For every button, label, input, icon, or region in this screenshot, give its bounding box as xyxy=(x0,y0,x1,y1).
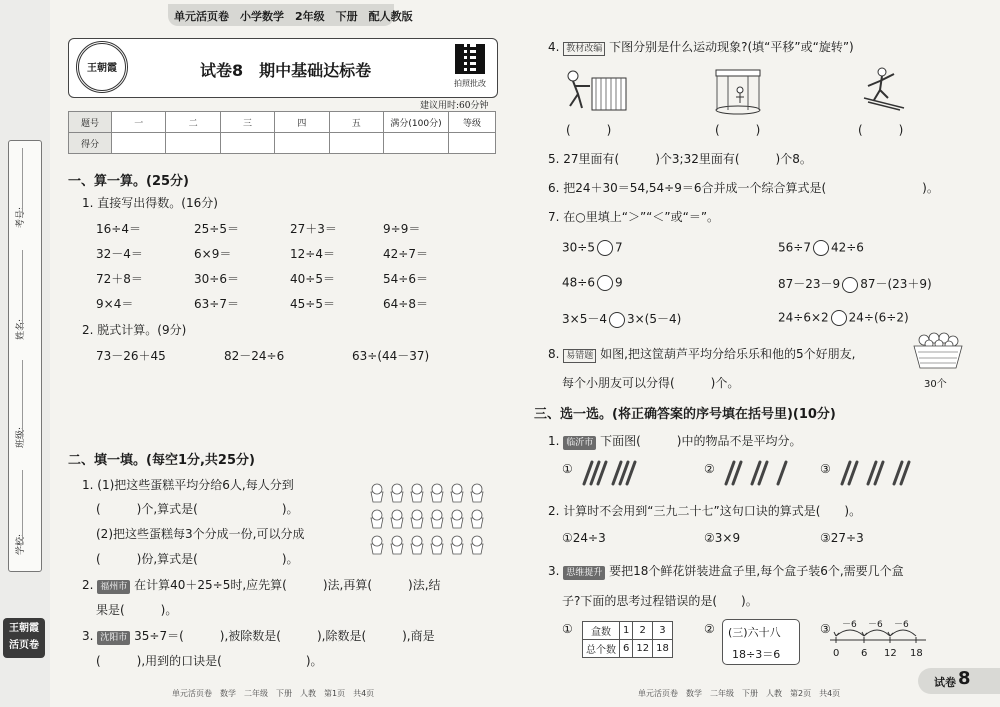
step-calc: 63÷(44－37) xyxy=(352,349,430,363)
field-name[interactable] xyxy=(22,250,23,330)
table-cell: 12 xyxy=(633,640,653,658)
cake-icon xyxy=(391,536,403,554)
label-name: 姓名: xyxy=(16,318,26,340)
tick-label: 0 xyxy=(833,648,840,659)
cake-icon xyxy=(411,536,423,554)
choice-q1: 1. 临沂市 下面图( )中的物品不是平均分。 xyxy=(548,434,802,448)
box-count-table xyxy=(582,621,673,658)
oral-calc: 40÷5＝ xyxy=(290,272,335,286)
oral-calc: 32－4＝ xyxy=(96,247,143,261)
brand-logo: 王朝霞 xyxy=(76,41,128,93)
fill-q3-line1: 3. 沈阳市 35÷7＝( ),被除数是( ),除数是( ),商是 xyxy=(82,629,435,643)
top-banner-text: 单元活页卷 小学数学 2年级 下册 配人教版 xyxy=(174,10,413,23)
score-header: 五 xyxy=(329,112,383,133)
score-header: 题号 xyxy=(69,112,112,133)
jump-label: －6 xyxy=(842,620,857,630)
exam-title: 试卷8 期中基础达标卷 xyxy=(200,61,372,80)
cake-icon xyxy=(391,510,403,528)
field-exam-number[interactable] xyxy=(22,148,23,218)
choice-q2-option[interactable]: ③27÷3 xyxy=(820,531,864,545)
table-cell: 3 xyxy=(653,622,673,640)
score-cell[interactable] xyxy=(220,133,274,154)
label-school: 学校: xyxy=(16,533,26,555)
choice-q2: 2. 计算时不会用到“三九二十七”这句口诀的算式是( )。 xyxy=(548,504,862,518)
table-cell: 18 xyxy=(653,640,673,658)
cake-icon xyxy=(471,510,483,528)
score-table xyxy=(68,111,496,154)
tick-label: 18 xyxy=(910,648,923,659)
fill-q3-line2: ( ),用到的口诀是( )。 xyxy=(96,654,323,668)
q6-text: 6. 把24＋30＝54,54÷9＝6合并成一个综合算式是( )。 xyxy=(548,181,939,195)
cake-icon xyxy=(411,510,423,528)
option-2-sticks xyxy=(722,460,792,486)
rhyme-line: (三)六十八 xyxy=(728,626,781,639)
oral-calc: 54÷6＝ xyxy=(383,272,428,286)
option-3-sticks xyxy=(838,460,918,486)
basket-label: 30个 xyxy=(924,379,947,390)
oral-calc: 30÷6＝ xyxy=(194,272,239,286)
jump-label: －6 xyxy=(868,620,883,630)
jump-label: －6 xyxy=(894,620,909,630)
q2-title: 2. 脱式计算。(9分) xyxy=(82,323,187,337)
cake-icon xyxy=(411,484,423,502)
cake-icon xyxy=(431,536,443,554)
compare-item: 3×5－4 3×(5－4) xyxy=(562,312,682,326)
oral-calc: 9×4＝ xyxy=(96,297,134,311)
fill-q2-line2: 果是( )。 xyxy=(96,603,178,617)
compare-item: 56÷7 42÷6 xyxy=(778,240,864,255)
q3-option-3-label[interactable]: ③ xyxy=(820,622,831,636)
oral-calc: 16÷4＝ xyxy=(96,222,141,236)
skier-illustration xyxy=(860,66,910,112)
q4-title: 4. 教材改编 下图分别是什么运动现象?(填“平移”或“旋转”) xyxy=(548,40,854,54)
score-header: 二 xyxy=(166,112,220,133)
cake-icon xyxy=(431,510,443,528)
push-box-illustration xyxy=(560,66,630,114)
oral-calc: 45÷5＝ xyxy=(290,297,335,311)
footer-left: 单元活页卷 数学 二年级 下册 人教 第1页 共4页 xyxy=(172,689,375,698)
source-tag: 易错题 xyxy=(563,349,596,363)
label-exam-number: 考号: xyxy=(16,206,26,228)
compare-item: 48÷6 9 xyxy=(562,275,623,290)
footer-right: 单元活页卷 数学 二年级 下册 人教 第2页 共4页 xyxy=(638,689,841,698)
score-cell[interactable] xyxy=(112,133,166,154)
fill-q2-line1: 2. 福州市 在计算40＋25÷5时,应先算( )法,再算( )法,结 xyxy=(82,578,441,592)
qr-label: 拍照批改 xyxy=(454,79,486,88)
choice-q2-option[interactable]: ①24÷3 xyxy=(562,531,606,545)
section-2-title: 二、填一填。(每空1分,共25分) xyxy=(68,453,255,468)
compare-item: 30÷5 7 xyxy=(562,240,623,255)
cake-icon xyxy=(451,510,463,528)
paper-tag: 试卷 xyxy=(934,676,956,689)
q3-option-1-label[interactable]: ① xyxy=(562,622,573,636)
score-cell[interactable] xyxy=(329,133,383,154)
section-3-title: 三、选一选。(将正确答案的序号填在括号里)(10分) xyxy=(534,407,836,422)
q7-title: 7. 在○里填上“＞”“＜”或“＝”。 xyxy=(548,210,720,224)
cake-icon xyxy=(451,536,463,554)
option-3-label[interactable]: ③ xyxy=(820,462,831,476)
score-cell[interactable] xyxy=(384,133,449,154)
score-header: 一 xyxy=(112,112,166,133)
oral-calc: 63÷7＝ xyxy=(194,297,239,311)
score-header: 等级 xyxy=(449,112,496,133)
tick-label: 12 xyxy=(884,648,897,659)
compare-circle[interactable] xyxy=(597,275,613,291)
source-tag: 思维提升 xyxy=(563,566,605,580)
choice-q3-line2: 子?下面的思考过程错误的是( )。 xyxy=(562,594,758,608)
source-tag: 临沂市 xyxy=(563,436,596,450)
q4-answer-1[interactable]: ( ) xyxy=(566,123,612,137)
compare-item: 24÷6×2 24÷(6÷2) xyxy=(778,310,909,325)
compare-item: 87－23－9 87－(23＋9) xyxy=(778,277,932,291)
oral-calc: 12÷4＝ xyxy=(290,247,335,261)
rhyme-calc: 18÷3＝6 xyxy=(732,648,781,661)
cake-icon xyxy=(451,484,463,502)
choice-q3-line1: 3. 思维提升 要把18个鲜花饼装进盒子里,每个盒子装6个,需要几个盒 xyxy=(548,564,904,578)
cake-icon xyxy=(431,484,443,502)
brand-side-logo: 王朝霞 活页卷 xyxy=(3,618,45,658)
source-tag: 福州市 xyxy=(97,580,130,594)
revolving-door-illustration xyxy=(712,64,764,116)
cake-icon xyxy=(371,536,383,554)
option-1-sticks xyxy=(580,460,642,486)
student-info-panel xyxy=(8,140,42,572)
option-1-label[interactable]: ① xyxy=(562,462,573,476)
step-calc: 73－26＋45 xyxy=(96,349,166,363)
qr-code-icon[interactable] xyxy=(455,44,485,74)
suggested-time: 建议用时:60分钟 xyxy=(420,101,489,111)
oral-calc: 42÷7＝ xyxy=(383,247,428,261)
oral-calc: 64÷8＝ xyxy=(383,297,428,311)
fill-q1-line4: ( )份,算式是( )。 xyxy=(96,552,299,566)
compare-circle[interactable] xyxy=(831,310,847,326)
section-1-title: 一、算一算。(25分) xyxy=(68,174,189,189)
score-cell[interactable] xyxy=(449,133,496,154)
cake-icon xyxy=(371,510,383,528)
compare-circle[interactable] xyxy=(842,277,858,293)
tick-label: 6 xyxy=(861,648,868,659)
step-calc: 82－24÷6 xyxy=(224,349,285,363)
compare-circle[interactable] xyxy=(813,240,829,256)
score-header: 四 xyxy=(275,112,329,133)
q8-line1: 8. 易错题 如图,把这筐葫芦平均分给乐乐和他的5个好朋友, xyxy=(548,347,856,361)
compare-circle[interactable] xyxy=(609,312,625,328)
choice-q2-option[interactable]: ②3×9 xyxy=(704,531,741,545)
cake-icon xyxy=(371,484,383,502)
table-cell: 2 xyxy=(633,622,653,640)
table-cell: 盒数 xyxy=(583,622,620,640)
label-class: 班级: xyxy=(16,426,26,448)
oral-calc: 72＋8＝ xyxy=(96,272,143,286)
fill-q1-line2: ( )个,算式是( )。 xyxy=(96,502,299,516)
cakes-illustration xyxy=(368,482,490,562)
q4-answer-3[interactable]: ( ) xyxy=(858,123,904,137)
score-cell[interactable] xyxy=(275,133,329,154)
cake-icon xyxy=(471,536,483,554)
option-2-label[interactable]: ② xyxy=(704,462,715,476)
table-cell: 6 xyxy=(620,640,633,658)
fill-q1-line3: (2)把这些蛋糕每3个分成一份,可以分成 xyxy=(96,527,305,541)
cake-icon xyxy=(391,484,403,502)
gourd-basket-illustration xyxy=(912,330,964,372)
compare-circle[interactable] xyxy=(597,240,613,256)
paper-number: 8 xyxy=(958,668,971,689)
score-header: 三 xyxy=(220,112,274,133)
cake-icon xyxy=(471,484,483,502)
score-cell[interactable] xyxy=(166,133,220,154)
score-header: 满分(100分) xyxy=(384,112,449,133)
field-school[interactable] xyxy=(22,470,23,545)
oral-calc: 9÷9＝ xyxy=(383,222,421,236)
q5-text: 5. 27里面有( )个3;32里面有( )个8。 xyxy=(548,152,812,166)
field-class[interactable] xyxy=(22,360,23,438)
oral-calc: 6×9＝ xyxy=(194,247,232,261)
table-cell: 1 xyxy=(620,622,633,640)
oral-calc: 25÷5＝ xyxy=(194,222,239,236)
score-row-label: 得分 xyxy=(69,133,112,154)
table-cell: 总个数 xyxy=(583,640,620,658)
source-tag: 沈阳市 xyxy=(97,631,130,645)
source-tag: 教材改编 xyxy=(563,42,605,56)
fill-q1-line1: 1. (1)把这些蛋糕平均分给6人,每人分到 xyxy=(82,478,294,492)
q1-title: 1. 直接写出得数。(16分) xyxy=(82,196,218,210)
q3-option-2-label[interactable]: ② xyxy=(704,622,715,636)
q8-line2: 每个小朋友可以分得( )个。 xyxy=(562,376,740,390)
oral-calc: 27＋3＝ xyxy=(290,222,337,236)
q4-answer-2[interactable]: ( ) xyxy=(715,123,761,137)
